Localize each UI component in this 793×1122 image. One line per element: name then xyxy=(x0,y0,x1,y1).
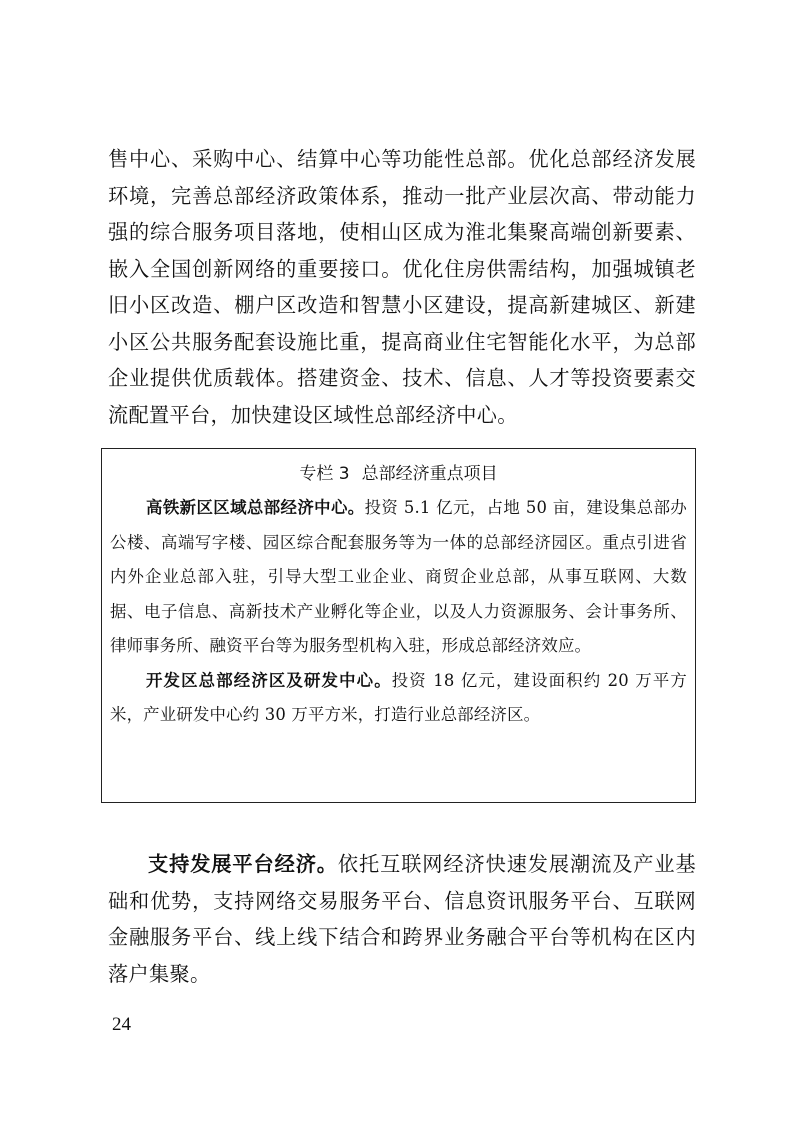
body-paragraph-bottom xyxy=(108,846,696,992)
page-number: 24 xyxy=(112,1014,131,1035)
project-item-1-text: 投资 5.1 亿元，占地 50 亩，建设集总部办公楼、高端写字楼、园区综合配套服务等为一体的总部经济园区。重点引进省内外企业总部入驻，引导大型工业企业、商贸企业总部，从事互联网、大数据、电子信息、高新技术产业孵化等企业，以及人力资源服务、会计事务所、律师事务所、融资平台等为服务型机构入驻，形成总部经济效应。 xyxy=(110,498,688,655)
special-column-box xyxy=(101,448,696,803)
project-item-1-heading: 高铁新区区域总部经济中心。 xyxy=(146,498,365,517)
project-item-2-heading: 开发区总部经济区及研发中心。 xyxy=(146,670,392,690)
special-column-title-text: 总部经济重点项目 xyxy=(361,464,498,484)
project-item-2 xyxy=(110,664,687,733)
body-paragraph-top: 售中心、采购中心、结算中心等功能性总部。优化总部经济发展环境，完善总部经济政策体系，推动一批产业层次高、带动能力强的综合服务项目落地，使相山区成为淮北集聚高端创新要素、嵌入全国创新网络的重要接口。优化住房供需结构，加强城镇老旧小区改造、棚户区改造和智慧小区建设，提高新建城区、新建小区公共服务配套设施比重，提高商业住宅智能化水平，为总部企业提供优质载体。搭建资金、技术、信息、人才等投资要素交流配置平台，加快建设区域性总部经济中心。 xyxy=(108,147,696,427)
body-paragraph-bottom-text: 依托互联网经济快速发展潮流及产业基础和优势，支持网络交易服务平台、信息资讯服务平台、互联网金融服务平台、线上线下结合和跨界业务融合平台等机构在区内落户集聚。 xyxy=(108,852,696,986)
project-item-2-text: 投资 18 亿元，建设面积约 20 万平方米，产业研发中心约 30 万平方米，打造行业总部经济区。 xyxy=(110,670,687,724)
special-column-title xyxy=(110,461,687,487)
body-paragraph-bottom-heading: 支持发展平台经济。 xyxy=(148,852,338,876)
project-item-1 xyxy=(110,491,687,664)
special-column-number: 专栏 3 xyxy=(299,464,350,484)
